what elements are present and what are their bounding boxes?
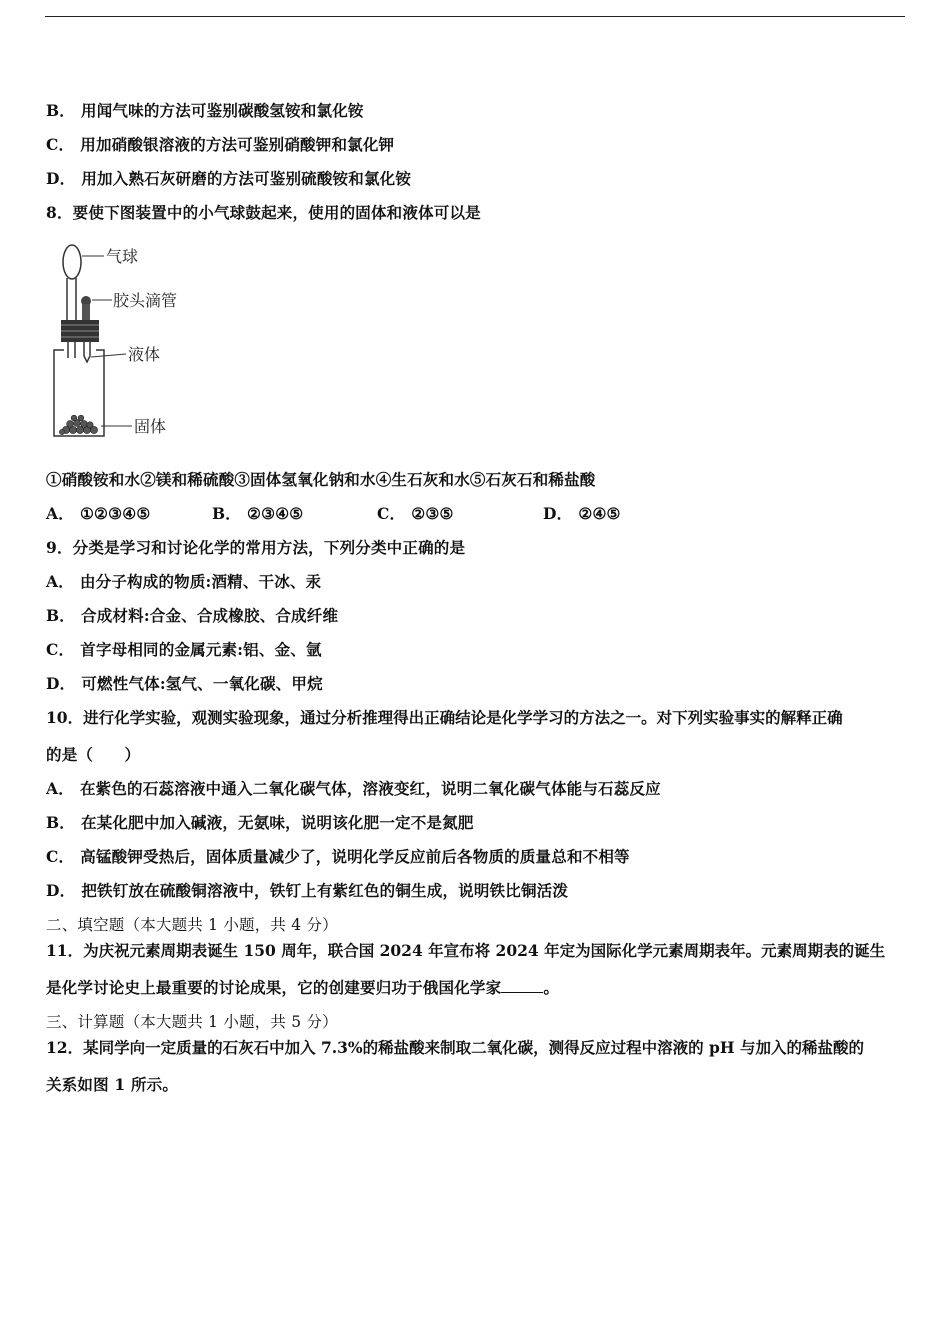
q8-options [46,504,906,524]
q7-option-b [46,101,906,121]
option-text: 在紫色的石蕊溶液中通入二氧化碳气体，溶液变红，说明二氧化碳气体能与石蕊反应 [79,779,661,798]
option-label: B． [212,504,242,523]
option-text: 用闻气味的方法可鉴别碳酸氢铵和氯化铵 [81,101,364,120]
q10-option-c [46,847,906,867]
option-label: C． [46,847,75,866]
option-text: ①②③④⑤ [79,504,151,523]
option-text: ②④⑤ [578,504,621,523]
q11-line2-text: 是化学讨论史上最重要的讨论成果，它的创建要归功于俄国化学家 [46,978,502,997]
q10-option-b [46,813,906,833]
option-label: D． [543,504,573,523]
q11-line1: 11．为庆祝元素周期表诞生 150 周年，联合国 2024 年宣布将 2024 年定为国际化学元素周期表年。元素周期表的诞生 [46,941,886,960]
q11-line2 [46,978,906,998]
option-text: 合成材料:合金、合成橡胶、合成纤维 [81,606,339,625]
q10-option-d [46,881,906,901]
option-text: 用加入熟石灰研磨的方法可鉴别硫酸铵和氯化铵 [81,169,412,188]
q8-option-a [46,504,150,524]
q10-stem-line1: 10．进行化学实验，观测实验现象，通过分析推理得出正确结论是化学学习的方法之一。对下列实验事实的解释正确 [46,708,843,727]
balloon-shape [63,245,81,279]
q9-option-b [46,606,906,626]
answer-blank[interactable] [501,978,543,993]
option-label: C． [377,504,406,523]
option-text: ②③④⑤ [247,504,304,523]
q8-choice-list: ①硝酸铵和水②镁和稀硫酸③固体氢氧化钠和水④生石灰和水⑤石灰石和稀盐酸 [46,470,596,489]
q10-option-a [46,779,906,799]
option-label: D． [46,169,76,188]
option-text: ②③⑤ [411,504,454,523]
option-label: C． [46,640,75,659]
option-text: 可燃性气体:氢气、一氧化碳、甲烷 [81,674,323,693]
q9-stem: 9．分类是学习和讨论化学的常用方法，下列分类中正确的是 [46,538,466,557]
option-label: A． [46,572,74,591]
q7-option-c [46,135,906,155]
q9-option-d [46,674,906,694]
q9-option-a [46,572,906,592]
solid-pellets [59,415,97,434]
q10-stem-line2: 的是（ ） [46,745,141,764]
option-label: A． [46,779,74,798]
q9-option-c [46,640,906,660]
q8-stem: 8．要使下图装置中的小气球鼓起来，使用的固体和液体可以是 [46,203,481,222]
q8-option-c [377,504,454,524]
header-rule [45,16,905,17]
option-label: B． [46,101,76,120]
liquid-label: 液体 [128,345,161,364]
q8-option-b [212,504,303,524]
option-label: B． [46,606,76,625]
option-label: A． [46,504,74,523]
q12-line1: 12．某同学向一定质量的石灰石中加入 7.3%的稀盐酸来制取二氧化碳，测得反应过程中溶液的 pH 与加入的稀盐酸的 [46,1038,864,1057]
option-text: 用加硝酸银溶液的方法可鉴别硝酸钾和氯化钾 [80,135,395,154]
q12-line2: 关系如图 1 所示。 [46,1075,179,1094]
dropper-label: 胶头滴管 [113,291,178,310]
option-label: B． [46,813,76,832]
section-heading-fill-in: 二、填空题（本大题共 1 小题，共 4 分） [46,916,338,934]
option-text: 把铁钉放在硫酸铜溶液中，铁钉上有紫红色的铜生成，说明铁比铜活泼 [81,881,569,900]
option-text: 高锰酸钾受热后，固体质量减少了，说明化学反应前后各物质的质量总和不相等 [80,847,630,866]
option-text: 由分子构成的物质:酒精、干冰、汞 [79,572,322,591]
option-label: C． [46,135,75,154]
solid-label: 固体 [134,417,167,436]
section-heading-calculation: 三、计算题（本大题共 1 小题，共 5 分） [46,1013,338,1031]
option-text: 在某化肥中加入碱液，无氨味，说明该化肥一定不是氮肥 [81,813,474,832]
option-label: D． [46,881,76,900]
q8-option-d [543,504,621,524]
q11-line2-end: 。 [543,978,560,997]
option-label: D． [46,674,76,693]
apparatus-diagram [46,240,206,445]
apparatus-figure [46,240,206,445]
option-text: 首字母相同的金属元素:铝、金、氩 [80,640,322,659]
balloon-label: 气球 [106,247,139,266]
q7-option-d [46,169,906,189]
